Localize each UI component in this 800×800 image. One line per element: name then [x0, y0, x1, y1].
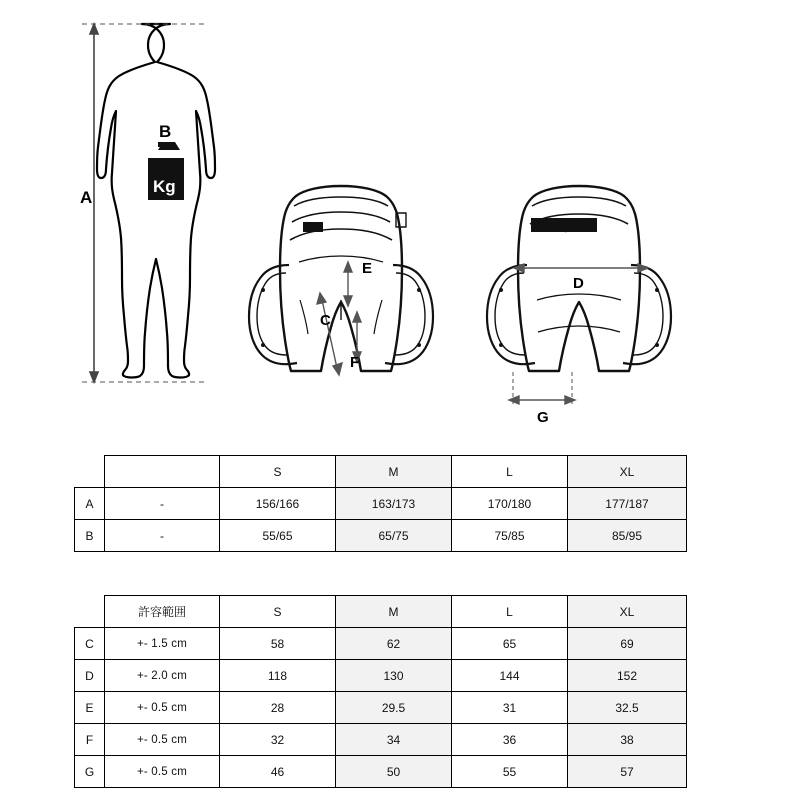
row-g-l: 55 [452, 756, 568, 788]
header-size-s-2: S [220, 596, 336, 628]
row-d-xl: 152 [568, 660, 687, 692]
table-row [75, 488, 687, 520]
row-c-m: 62 [336, 628, 452, 660]
row-g-m: 50 [336, 756, 452, 788]
label-b: B [159, 122, 172, 141]
row-letter-d: D [75, 660, 105, 692]
row-b-tolerance: - [105, 520, 220, 552]
row-d-tolerance: +- 2.0 cm [105, 660, 220, 692]
row-d-l: 144 [452, 660, 568, 692]
label-d: D [573, 275, 584, 292]
header-size-m-2: M [336, 596, 452, 628]
table-height-weight [74, 455, 687, 552]
header-size-l-2: L [452, 596, 568, 628]
row-f-m: 34 [336, 724, 452, 756]
row-e-s: 28 [220, 692, 336, 724]
header-blank-1 [75, 456, 105, 488]
row-c-s: 58 [220, 628, 336, 660]
table-row [75, 660, 687, 692]
row-letter-e: E [75, 692, 105, 724]
row-b-xl: 85/95 [568, 520, 687, 552]
row-e-m: 29.5 [336, 692, 452, 724]
row-f-tolerance: +- 0.5 cm [105, 724, 220, 756]
header-size-l: L [452, 456, 568, 488]
row-c-tolerance: +- 1.5 cm [105, 628, 220, 660]
row-d-m: 130 [336, 660, 452, 692]
row-e-l: 31 [452, 692, 568, 724]
table-header-row [75, 596, 687, 628]
table-measurements [74, 595, 687, 788]
label-f: F [350, 354, 360, 371]
row-a-m: 163/173 [336, 488, 452, 520]
shorts-front-view [249, 186, 433, 371]
human-figure-icon [97, 24, 215, 378]
header-blank-3 [75, 596, 105, 628]
row-a-tolerance: - [105, 488, 220, 520]
label-c: C [320, 312, 331, 329]
table-header-row [75, 456, 687, 488]
table-row [75, 724, 687, 756]
header-size-s: S [220, 456, 336, 488]
row-c-l: 65 [452, 628, 568, 660]
table-row [75, 628, 687, 660]
weight-unit-label: Kg [153, 177, 176, 196]
row-f-l: 36 [452, 724, 568, 756]
row-e-tolerance: +- 0.5 cm [105, 692, 220, 724]
row-b-s: 55/65 [220, 520, 336, 552]
header-blank-2 [105, 456, 220, 488]
row-letter-f: F [75, 724, 105, 756]
table-row [75, 692, 687, 724]
table-row [75, 756, 687, 788]
row-f-xl: 38 [568, 724, 687, 756]
row-c-xl: 69 [568, 628, 687, 660]
header-tolerance: 許容範囲 [105, 596, 220, 628]
row-g-xl: 57 [568, 756, 687, 788]
header-size-m: M [336, 456, 452, 488]
label-e: E [362, 260, 373, 277]
row-e-xl: 32.5 [568, 692, 687, 724]
row-d-s: 118 [220, 660, 336, 692]
row-g-s: 46 [220, 756, 336, 788]
brand-tag-front: XR [306, 225, 316, 232]
header-size-xl: XL [568, 456, 687, 488]
label-a: A [80, 188, 93, 207]
brand-tag-back: mares | XR [537, 221, 582, 231]
row-letter-c: C [75, 628, 105, 660]
row-letter-a: A [75, 488, 105, 520]
label-g: G [537, 409, 549, 426]
row-f-s: 32 [220, 724, 336, 756]
table-row [75, 520, 687, 552]
row-letter-g: G [75, 756, 105, 788]
row-b-l: 75/85 [452, 520, 568, 552]
row-g-tolerance: +- 0.5 cm [105, 756, 220, 788]
header-size-xl-2: XL [568, 596, 687, 628]
row-letter-b: B [75, 520, 105, 552]
row-a-xl: 177/187 [568, 488, 687, 520]
row-a-s: 156/166 [220, 488, 336, 520]
row-b-m: 65/75 [336, 520, 452, 552]
row-a-l: 170/180 [452, 488, 568, 520]
